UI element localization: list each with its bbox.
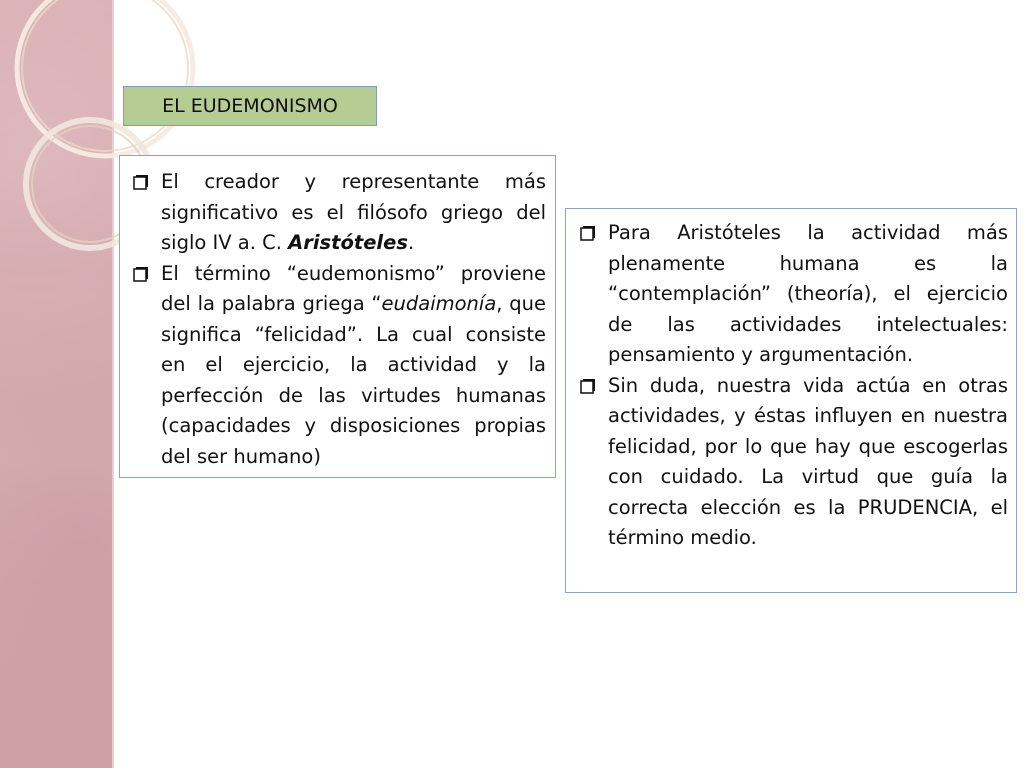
checkbox-square-icon [580,225,596,241]
checkbox-square-icon [133,174,149,190]
slide-title-text: EL EUDEMONISMO [162,95,338,117]
bullet-text-part: . [407,231,415,254]
bullet-text-part: , que significa “felicidad”. La cual consiste en el ejercicio, la actividad y la perfección de las virtudes humanas (capacidades y disposiciones propias del ser humano) [161,292,546,468]
bullet-item [133,167,546,259]
bullet-text [161,259,546,473]
bullet-text: Sin duda, nuestra vida actúa en otras actividades, y éstas influyen en nuestra felicidad, por lo que hay que escogerlas con cuidado. La virtud que guía la correcta elección es la PRUDENCIA, el término medio. [608,373,1008,549]
emphasized-term: eudaimonía [381,292,497,315]
bullet-text-part: El término “eudemonismo” proviene del la palabra griega “ [161,261,546,315]
bullet-item [580,371,1008,554]
bullet-text-part: El creador y representante más significativo es el filósofo griego del siglo IV a. C. [161,170,546,254]
left-content-box [119,155,556,478]
bullet-item [133,259,546,473]
right-content-box [565,208,1017,593]
bullet-item [580,218,1008,371]
bullet-text [161,167,546,259]
bullet-text: Para Aristóteles la actividad más plenamente humana es la “contemplación” (theoría), el ejercicio de las actividades intelectuales: pensamiento y argumentación. [608,221,1008,366]
slide-title [123,86,377,126]
emphasized-name: Aristóteles [288,231,408,254]
checkbox-square-icon [133,266,149,282]
checkbox-square-icon [580,378,596,394]
